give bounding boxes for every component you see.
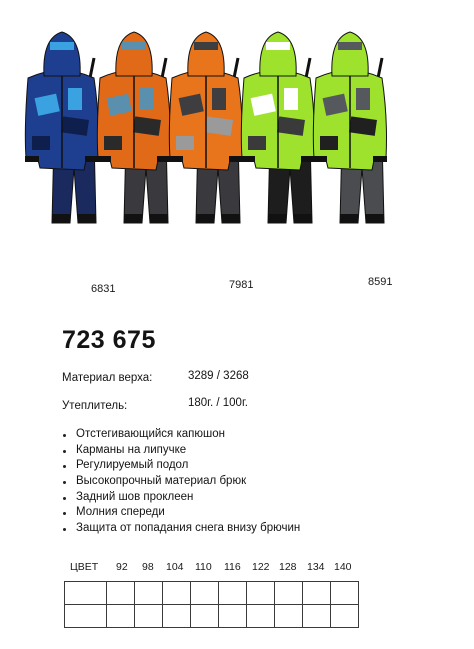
feature-item: Отстегивающийся капюшон	[62, 427, 300, 443]
grid-cell[interactable]	[191, 582, 219, 605]
grid-cell[interactable]	[247, 605, 275, 628]
size-header-color-label: ЦВЕТ	[70, 561, 99, 573]
spec-label-material: Материал верха:	[62, 372, 153, 384]
size-order-grid	[64, 581, 359, 628]
grid-cell[interactable]	[219, 605, 247, 628]
table-row	[65, 605, 359, 628]
color-code-8591: 8591	[368, 276, 393, 288]
grid-cell[interactable]	[303, 582, 331, 605]
grid-cell[interactable]	[135, 605, 163, 628]
grid-cell[interactable]	[247, 582, 275, 605]
size-header: 134	[307, 561, 325, 573]
grid-cell[interactable]	[163, 605, 191, 628]
suit-variant	[169, 32, 243, 223]
article-number: 723 675	[62, 326, 156, 354]
grid-cell[interactable]	[275, 582, 303, 605]
feature-item: Защита от попадания снега внизу брючин	[62, 521, 300, 537]
size-header: 116	[224, 561, 241, 573]
grid-cell[interactable]	[65, 605, 107, 628]
size-header: 98	[142, 561, 154, 573]
product-photo	[0, 18, 474, 233]
grid-cell[interactable]	[65, 582, 107, 605]
suit-variant	[241, 32, 315, 223]
grid-cell[interactable]	[331, 605, 359, 628]
grid-cell[interactable]	[135, 582, 163, 605]
table-row	[65, 582, 359, 605]
grid-cell[interactable]	[107, 605, 135, 628]
feature-item: Высокопрочный материал брюк	[62, 474, 300, 490]
size-header: 92	[116, 561, 128, 573]
spec-label-insulation: Утеплитель:	[62, 400, 128, 412]
spec-value-insulation: 180г. / 100г.	[188, 397, 248, 409]
size-header: 140	[334, 561, 352, 573]
suit-variant	[313, 32, 387, 223]
color-code-6831: 6831	[91, 283, 116, 295]
size-header: 104	[166, 561, 184, 573]
feature-list	[62, 427, 300, 537]
size-header: 110	[195, 561, 212, 573]
grid-cell[interactable]	[303, 605, 331, 628]
suit-variant	[97, 32, 171, 223]
grid-cell[interactable]	[331, 582, 359, 605]
grid-cell[interactable]	[163, 582, 191, 605]
feature-item: Молния спереди	[62, 505, 300, 521]
size-header: 128	[279, 561, 297, 573]
grid-cell[interactable]	[275, 605, 303, 628]
feature-item: Карманы на липучке	[62, 443, 300, 459]
size-header: 122	[252, 561, 270, 573]
grid-cell[interactable]	[219, 582, 247, 605]
feature-item: Регулируемый подол	[62, 458, 300, 474]
color-code-7981: 7981	[229, 279, 254, 291]
spec-value-material: 3289 / 3268	[188, 370, 249, 382]
grid-cell[interactable]	[107, 582, 135, 605]
grid-cell[interactable]	[191, 605, 219, 628]
feature-item: Задний шов проклеен	[62, 490, 300, 506]
suit-variant	[25, 32, 99, 223]
